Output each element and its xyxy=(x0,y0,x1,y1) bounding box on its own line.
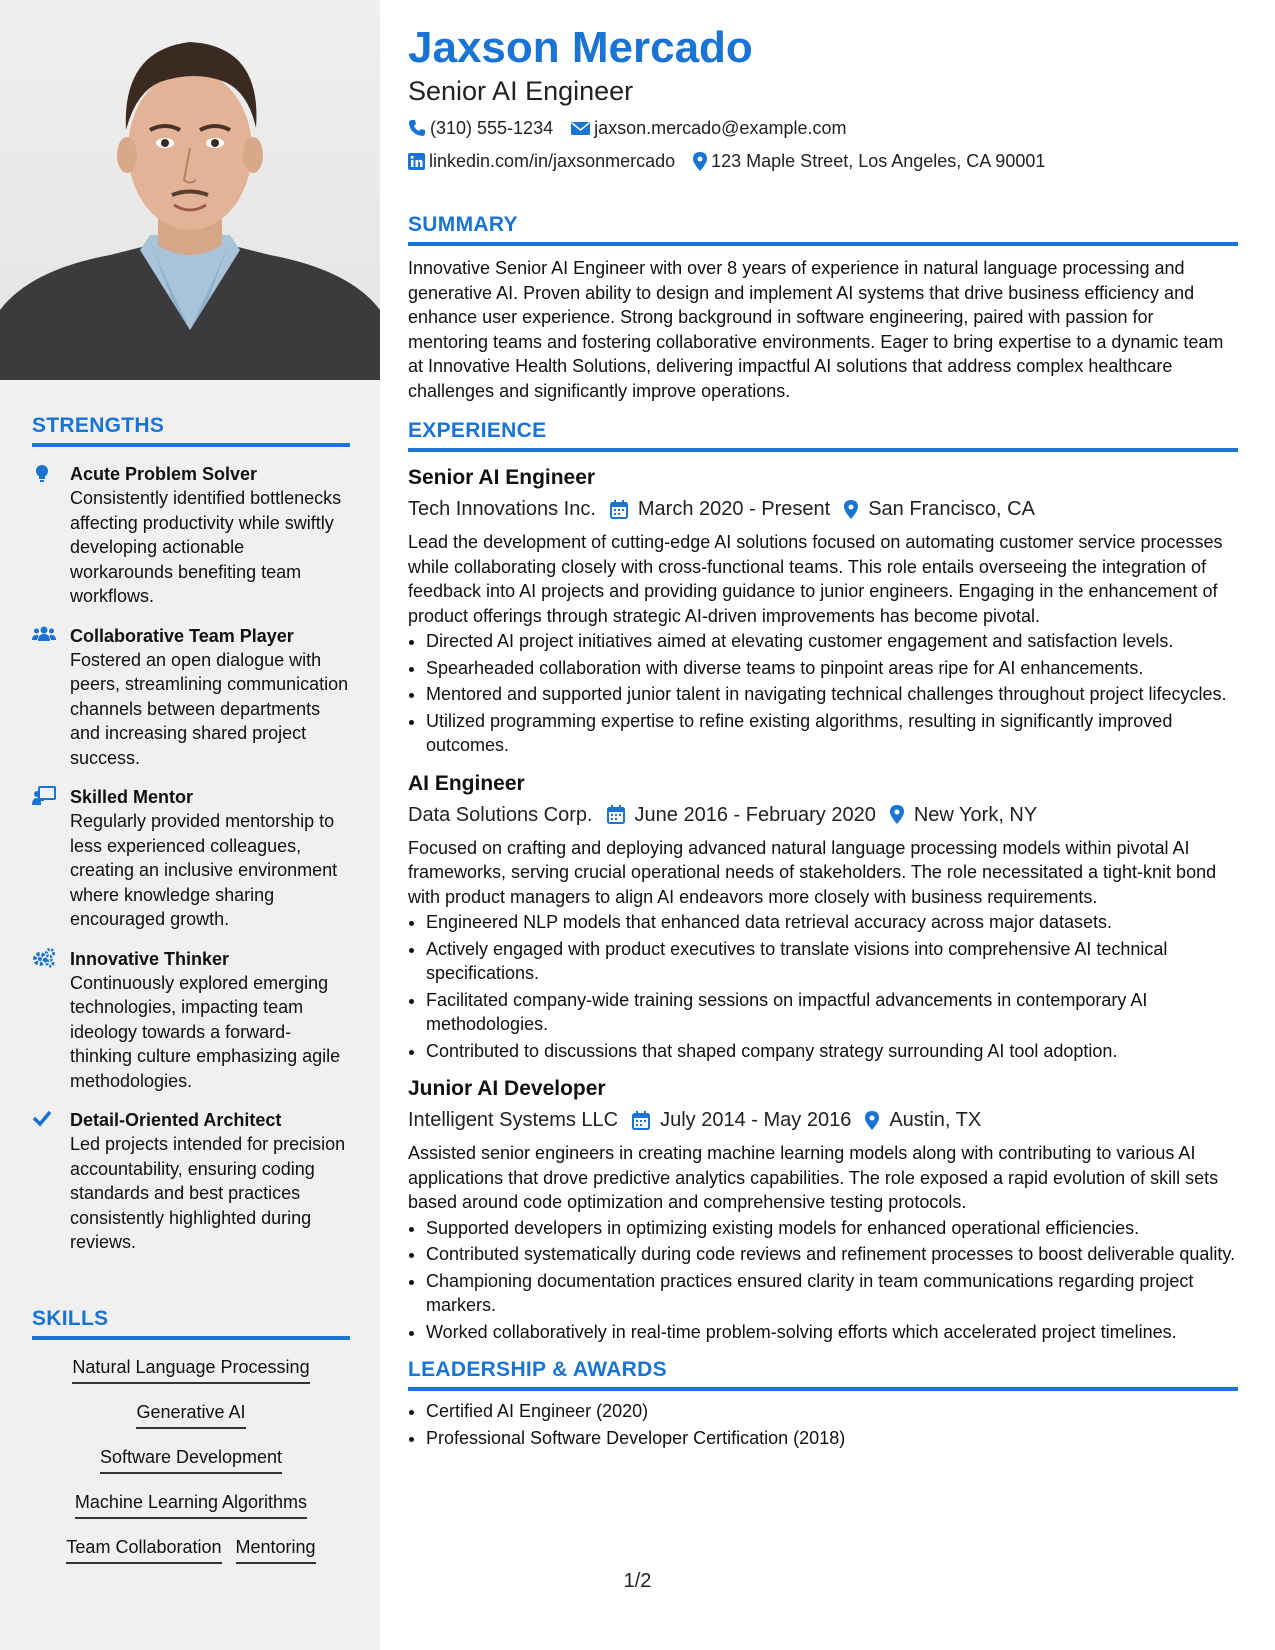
strength-item xyxy=(32,947,352,1094)
summary-section xyxy=(408,213,1238,403)
strength-title: Collaborative Team Player xyxy=(70,625,294,646)
job-bullets xyxy=(408,910,1238,1063)
profile-photo xyxy=(0,0,380,380)
strengths-heading: STRENGTHS xyxy=(32,414,350,447)
candidate-title: Senior AI Engineer xyxy=(408,76,634,106)
strength-title: Acute Problem Solver xyxy=(70,464,258,484)
bullet-item: • Spearheaded collaboration with diverse teams to pinpoint areas ripe for AI enhancements. xyxy=(426,656,1238,681)
bullet-item: • Contributed to discussions that shaped company strategy surrounding AI tool adoption. xyxy=(426,1039,1238,1064)
strengths-list xyxy=(32,462,352,1270)
job-bullets xyxy=(408,1216,1238,1345)
page-number: 1/2 xyxy=(623,1570,652,1592)
job-bullets xyxy=(408,629,1238,758)
skills-list xyxy=(32,1355,350,1580)
job-dates-text: June 2016 - February 2020 xyxy=(634,803,876,826)
strength-description: Fostered an open dialogue with peers, streamlining communication channels between departments and increasing shared project success. xyxy=(70,649,349,768)
job-entry xyxy=(408,770,1238,1064)
bullet-item: • Facilitated company-wide training sessions on impactful advancements in contemporary AI methodologies. xyxy=(426,988,1238,1037)
award-item: • Certified AI Engineer (2020) xyxy=(426,1399,1238,1424)
sidebar xyxy=(0,0,380,1650)
job-entry xyxy=(408,1075,1238,1344)
skill-tag: Software Development xyxy=(100,1445,282,1474)
job-location xyxy=(890,801,1037,829)
skill-tag: Team Collaboration xyxy=(66,1535,221,1564)
job-description: Assisted senior engineers in creating machine learning models along with contributing to various AI applications that drove predictive analytics capabilities. The role exposed a rapid evolution of skill sets based around code optimization and comprehensive testing protocols. xyxy=(408,1143,1219,1212)
skills-heading: SKILLS xyxy=(32,1307,350,1340)
job-dates xyxy=(632,1106,851,1134)
lightbulb-icon xyxy=(32,462,70,609)
bullet-item: • Championing documentation practices ensured clarity in team communications regarding project markers. xyxy=(426,1269,1238,1318)
phone-text: (310) 555-1234 xyxy=(430,118,554,138)
bullet-item: • Utilized programming expertise to refine existing algorithms, resulting in significantly improved outcomes. xyxy=(426,709,1238,758)
summary-text: Innovative Senior AI Engineer with over 8 years of experience in natural language processing and generative AI. Proven ability to design and implement AI systems that drive business efficiency and enhance user experience. Strong background in software engineering, paired with passion for mentoring teams and fostering collaborative environments. Eager to bring expertise to a dynamic team at Innovative Health Solutions, delivering impactful AI solutions that address complex healthcare challenges and significantly improve operations. xyxy=(408,258,1224,401)
chalkboard-teacher-icon xyxy=(32,785,70,932)
job-location-text: New York, NY xyxy=(913,803,1038,826)
main-content xyxy=(408,22,1238,1452)
company-name: Intelligent Systems LLC xyxy=(408,1109,619,1131)
job-location-text: Austin, TX xyxy=(889,1109,982,1131)
job-entry xyxy=(408,464,1238,758)
map-pin-icon xyxy=(844,500,858,519)
map-pin-icon xyxy=(890,805,904,824)
contact-row xyxy=(408,149,1238,173)
email-contact xyxy=(571,116,846,140)
linkedin-text: linkedin.com/in/jaxsonmercado xyxy=(429,151,676,171)
calendar-icon xyxy=(632,1111,650,1130)
bullet-item: • Engineered NLP models that enhanced data retrieval accuracy across major datasets. xyxy=(426,910,1238,935)
leadership-heading: LEADERSHIP & AWARDS xyxy=(408,1358,1238,1391)
job-title: Junior AI Developer xyxy=(408,1077,606,1100)
phone-icon xyxy=(408,119,426,137)
phone-contact xyxy=(408,116,553,140)
cogs-icon xyxy=(32,947,70,1094)
strength-title: Detail-Oriented Architect xyxy=(70,1110,282,1130)
award-item: • Professional Software Developer Certification (2018) xyxy=(426,1426,1238,1451)
strength-title: Innovative Thinker xyxy=(70,948,230,969)
bullet-item: • Actively engaged with product executives to translate visions into comprehensive AI technical specifications. xyxy=(426,937,1238,986)
leadership-section xyxy=(408,1358,1238,1450)
job-meta xyxy=(408,1106,1238,1134)
company-name: Data Solutions Corp. xyxy=(408,803,593,826)
skill-tag: Machine Learning Algorithms xyxy=(75,1490,307,1519)
map-pin-icon xyxy=(865,1111,879,1130)
strength-title: Skilled Mentor xyxy=(70,787,194,807)
users-icon xyxy=(32,624,70,771)
job-description: Focused on crafting and deploying advanced natural language processing models within pivotal AI frameworks, serving crucial operational needs of stakeholders. The role necessitated a tight-knit bond with product managers to align AI endeavors more closely with business requirements. xyxy=(408,837,1217,907)
job-dates xyxy=(610,495,830,523)
experience-section xyxy=(408,419,1238,1344)
strength-description: Continuously explored emerging technologies, impacting team ideology towards a forward-thinking culture emphasizing agile methodologies. xyxy=(70,972,341,1091)
job-title: Senior AI Engineer xyxy=(408,466,596,489)
skill-tag: Generative AI xyxy=(136,1400,245,1429)
job-location xyxy=(844,495,1035,523)
experience-heading: EXPERIENCE xyxy=(408,419,1238,452)
linkedin-contact xyxy=(408,149,675,173)
skill-tag: Natural Language Processing xyxy=(72,1355,309,1384)
address-text: 123 Maple Street, Los Angeles, CA 90001 xyxy=(711,151,1046,171)
linkedin-icon xyxy=(408,153,425,170)
address-contact xyxy=(693,149,1045,173)
strength-item xyxy=(32,624,352,771)
envelope-icon xyxy=(571,121,590,136)
job-meta xyxy=(408,801,1238,829)
bullet-item: • Contributed systematically during code reviews and refinement processes to boost deliverable quality. xyxy=(426,1242,1238,1267)
strength-item xyxy=(32,1108,352,1255)
leadership-list xyxy=(408,1399,1238,1450)
strength-item xyxy=(32,785,352,932)
company-name: Tech Innovations Inc. xyxy=(408,498,596,520)
job-location-text: San Francisco, CA xyxy=(868,498,1035,520)
job-dates-text: July 2014 - May 2016 xyxy=(660,1109,852,1131)
contact-row xyxy=(408,116,1238,140)
job-meta xyxy=(408,495,1238,523)
strength-item xyxy=(32,462,352,609)
candidate-name: Jaxson Mercado xyxy=(408,23,753,72)
strength-description: Led projects intended for precision accountability, ensuring coding standards and best practices consistently highlighted during reviews. xyxy=(70,1134,346,1252)
job-dates xyxy=(607,801,876,829)
skill-tag: Mentoring xyxy=(236,1535,316,1564)
bullet-item: • Directed AI project initiatives aimed at elevating customer engagement and satisfaction levels. xyxy=(426,629,1238,654)
bullet-item: • Worked collaboratively in real-time problem-solving efforts which accelerated project timelines. xyxy=(426,1320,1238,1345)
check-icon xyxy=(32,1108,70,1255)
strength-description: Regularly provided mentorship to less experienced colleagues, creating an inclusive environment where knowledge sharing encouraged growth. xyxy=(70,811,338,929)
job-location xyxy=(865,1106,981,1134)
strength-description: Consistently identified bottlenecks affecting productivity while swiftly developing actionable workarounds benefiting team workflows. xyxy=(70,488,342,606)
job-description: Lead the development of cutting-edge AI solutions focused on automating customer service processes while collaborating closely with cross-functional teams. This role entails overseeing the integration of feedback into AI projects and providing guidance to junior engineers. Engaging in the enhancement of product offerings through strategic AI-driven improvements has become pivotal. xyxy=(408,532,1223,626)
job-dates-text: March 2020 - Present xyxy=(637,498,831,520)
job-title: AI Engineer xyxy=(408,771,525,795)
map-pin-icon xyxy=(693,152,707,171)
bullet-item: • Mentored and supported junior talent in navigating technical challenges throughout project lifecycles. xyxy=(426,682,1238,707)
bullet-item: • Supported developers in optimizing existing models for enhanced operational efficiencies. xyxy=(426,1216,1238,1241)
email-text: jaxson.mercado@example.com xyxy=(594,118,847,138)
calendar-icon xyxy=(610,500,628,519)
calendar-icon xyxy=(607,805,625,824)
summary-heading: SUMMARY xyxy=(408,213,1238,246)
